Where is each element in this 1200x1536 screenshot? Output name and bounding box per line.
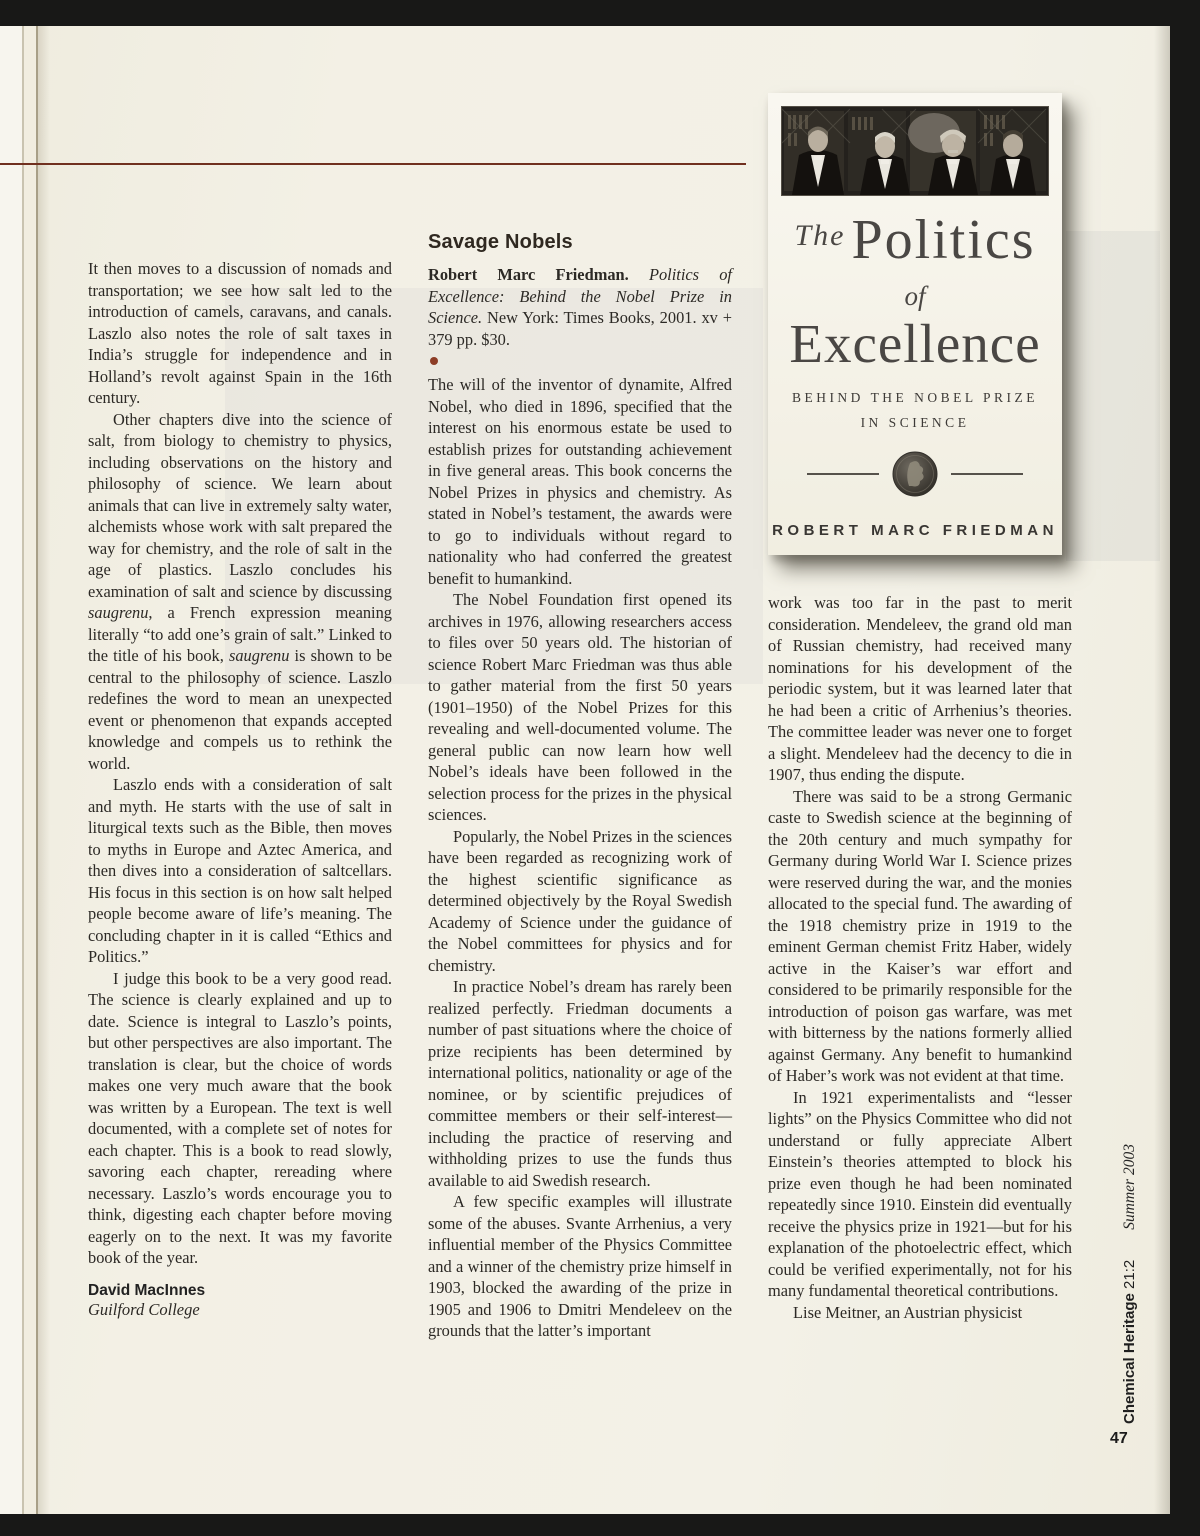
paragraph: In 1921 experimentalists and “lesser lights” on the Physics Committee who did not understand or fully appreciate Albert Einstein’s theories attempted to block his prize even though he had been nominated repeatedly since 1910. Einstein did eventually receive the physics prize in 1921—but for his explanation of the photoelectric effect, which could be verified experimentally, not for his many fundamental theoretical contributions.	[768, 1087, 1072, 1300]
paragraph: In practice Nobel’s dream has rarely been realized perfectly. Friedman documents a number of past situations where the choice of prize recipients has been determined by international politics, nationality or age of the nominee, or by scientific prejudices of committee members or their self-interest—including the practice of reserving and withholding prizes to use the funds thus available to aid Swedish research.	[428, 977, 732, 1190]
journal-name: Chemical Heritage	[1121, 1293, 1138, 1424]
paragraph: work was too far in the past to merit consideration. Mendeleev, the grand old man of Russian chemistry, had received many nominations for his development of the periodic system, but it was learned later that he had been a critic of Arrhenius’s theories. The committee leader was never one to forget a slight. Mendeleev had the decency to die in 1907, thus ending the dispute.	[768, 593, 1072, 784]
paragraph: A few specific examples will illustrate some of the abuses. Svante Arrhenius, a very influential member of the Physics Committee and a winner of the chemistry prize himself in 1903, blocked the awarding of the prize in 1905 and 1906 to Dmitri Mendeleev on the grounds that the latter’s important	[428, 1192, 732, 1340]
right-column	[768, 592, 1072, 1323]
right-column-text	[768, 592, 1072, 1323]
cover-title-excellence: Excellence	[789, 313, 1041, 374]
citation-author: Robert Marc Friedman.	[428, 265, 629, 284]
journal-issue: Summer 2003	[1121, 1144, 1138, 1230]
paragraph: Popularly, the Nobel Prizes in the sciences have been regarded as recognizing work of the highest scientific significance as determined objectively by the Royal Swedish Academy of Science under the guidance of the Nobel committees for physics and for chemistry.	[428, 826, 732, 975]
medal-rule-left	[807, 473, 879, 475]
review-heading: Savage Nobels	[428, 231, 573, 253]
book-citation	[428, 264, 732, 350]
paragraph: There was said to be a strong Germanic caste to Swedish science at the beginning of the 20th century and much sympathy for Germany during World War I. Science prizes were reserved during the war, and the monies allocated to the special fund. The awarding of the 1918 chemistry prize in 1919 to the eminent German chemist Fritz Haber, widely active in the Kaiser’s war effort and considered to be primarily responsible for the introduction of poison gas warfare, was met with bitterness by the nations formerly allied against Germany. Any benefit to humankind of Haber’s work was not evident at that time.	[768, 786, 1072, 1085]
section-bullet-icon	[430, 357, 438, 365]
header-rule	[0, 163, 746, 165]
reviewer-name: David MacInnes	[88, 1281, 206, 1299]
paragraph: The will of the inventor of dynamite, Alfred Nobel, who died in 1896, specified that the interest on his enormous estate be used to establish prizes for outstanding achievement in five general areas. This book concerns the Nobel Prizes in physics and chemistry. As stated in Nobel’s testament, the awards were to go to individuals without regard to nationality who had conferred the greatest benefit to humankind.	[428, 375, 732, 588]
paragraph: Lise Meitner, an Austrian physicist	[793, 1302, 1023, 1322]
middle-column-text	[428, 374, 732, 1342]
cover-title	[768, 208, 1062, 272]
showthrough-tint	[1066, 231, 1160, 561]
reviewer-affiliation: Guilford College	[88, 1299, 200, 1319]
cover-photo-four-laureates-icon	[782, 107, 1048, 195]
paragraph: Other chapters dive into the science of salt, from biology to chemistry to physics, including observations on the history and philosophy of science. We learn about animals that can live in extremely salty water, alchemists whose work with salt prepared the way for chemistry, and the role of salt in the age of plastics. Laszlo concludes his examination of salt and science by discussing saugrenu, a French expression meaning literally “to add one’s grain of salt.” Linked to the title of his book, saugrenu is shown to be central to the philosophy of science. Laszlo redefines the word to mean an unexpected event or phenomenon that expands accepted knowledge and compels us to rethink the world.	[88, 409, 392, 773]
page-spine-edge	[0, 26, 22, 1514]
magazine-page	[0, 26, 1170, 1514]
left-column	[88, 258, 392, 1320]
spine-shadow	[38, 26, 50, 1514]
paragraph: It then moves to a discussion of nomads and transportation; we see how salt led to the introduction of camels, caravans, and canals. Laszlo also notes the role of salt taxes in India’s struggle for independence and in Holland’s revolt against Spain in the 16th century.	[88, 259, 392, 407]
citation-title: Politics of Excellence: Behind the Nobel Prize in Science.	[428, 265, 732, 327]
paragraph: I judge this book to be a very good read. The science is clearly explained and up to date. Science is integral to Laszlo’s points, but other perspectives are also important. The translation is clear, but the choice of words makes one very much aware that the book was written by a European. The text is well documented, with a complete set of notes for each chapter. This is a book to read slowly, savoring each chapter, rereading where necessary. Laszlo’s words encourage you to think, digesting each chapter before moving eagerly on to the next. It was my favorite book of the year.	[88, 968, 392, 1267]
cover-title-the: The	[794, 219, 846, 252]
paragraph: Laszlo ends with a consideration of salt and myth. He starts with the use of salt in liturgical texts such as the Bible, then moves to myths in Europe and Aztec America, and then dives into a consideration of saltcellars. His focus in this section is on how salt helped people become aware of life’s meaning. The concluding chapter in it is called “Ethics and Politics.”	[88, 775, 392, 966]
journal-sidebar	[1121, 1144, 1139, 1424]
medal-rule-right	[951, 473, 1023, 475]
cover-author: ROBERT MARC FRIEDMAN	[772, 522, 1058, 539]
middle-column	[428, 231, 732, 1342]
page-spine-edge-inner	[24, 26, 36, 1514]
citation-details: New York: Times Books, 2001. xv + 379 pp. $30.	[428, 308, 732, 349]
cover-subtitle-line1: BEHIND THE NOBEL PRIZE	[791, 390, 1039, 405]
cover-subtitle-line2: IN SCIENCE	[860, 415, 970, 430]
paragraph: The Nobel Foundation first opened its archives in 1976, allowing researchers access to files over 50 years old. The historian of science Robert Marc Friedman was thus able to gather material from the first 50 years (1901–1950) of the Nobel Prizes for this revealing and well-documented volume. The general public can now learn how well Nobel’s ideals have been followed in the selection process for the prizes in the physical sciences.	[428, 590, 732, 824]
cover-title-of: of	[904, 281, 926, 311]
nobel-medal-icon	[892, 451, 938, 497]
book-cover	[768, 93, 1062, 555]
cover-title-politics: Politics	[851, 209, 1036, 271]
journal-volume	[1121, 1289, 1138, 1293]
left-column-text	[88, 258, 392, 1269]
cover-medal-row	[768, 451, 1062, 497]
reviewer-signature	[88, 1281, 392, 1320]
journal-volume-number: 21:2	[1121, 1259, 1138, 1289]
page-number: 47	[1110, 1430, 1128, 1447]
